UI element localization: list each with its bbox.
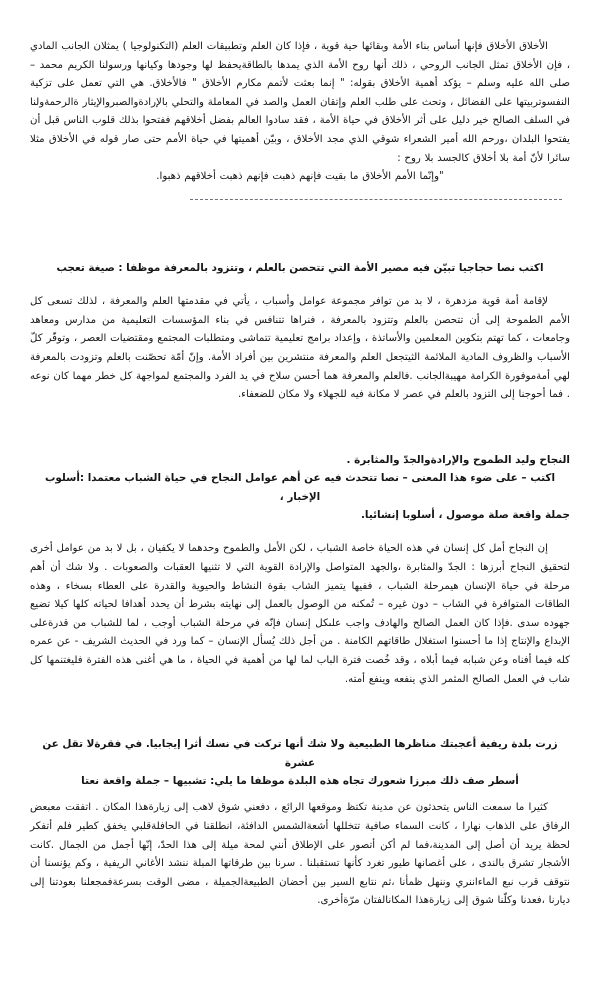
topic-three-heading-line-2: أسطر صف ذلك مبرزا شعورك تجاه هذه البلدة موظفا ما يلي: تشبيها – جملة واقعة نعتا — [81, 774, 519, 787]
intro-quote: "وإنّما الأمم الأخلاق ما بقيت فإنهم ذهبت فإنهم ذهبت أخلاقهم ذهبوا. — [156, 171, 444, 183]
spacer — [30, 790, 570, 799]
section-divider — [30, 187, 570, 213]
topic-three-heading-line-1: زرت بلدة ريفية أعجبتك مناظرها الطبيعية ولا شك أنها تركت في نسك أثرا إيجابيا. في فقرةلا تقل عن عشرة — [42, 738, 558, 769]
topic-two-heading-line-1: النجاح وليد الطموح والإرادةوالجدّ والمثابرة . — [346, 453, 570, 466]
topic-two-heading-line-3: جملة واقعة صلة موصول ، أسلوبا إنشائيا. — [360, 508, 570, 521]
spacer — [30, 524, 570, 540]
spacer — [30, 213, 570, 259]
spacer — [30, 405, 570, 451]
topic-two-heading-line-2: اكتب – على ضوء هذا المعنى – نصا تتحدث فيه عن أهم عوامل النجاح في حياة الشباب معتمدا :أسلوب الإخبار ، — [44, 472, 556, 503]
topic-two-body: إن النجاح أمل كل إنسان في هذه الحياة خاصة الشباب ، لكن الأمل والطموح وحدهما لا يكفيان ، بل لا بد من عوامل أخرى لتحقيق النجاح أبرزها : الجدّ والمثابرة ،والجهد المتواصل والإرادة القوية التي لا تثنيها العقبات والصعوبات . ولا شك أن أهم مرحلة في حياة الإنسان هيمرحلة الشباب ، ففيها يتميز الشاب بقوة النشاط والحيوية والقدرة على العطاء بسخاء ، وهذه الطاقات المتوافرة في الشاب – دون غيره – تُمكنه من الوصول بالعمل إلى نهايته بشرط أن يحدد أهدافا لحياته كلها كيلا تضيع جهوده سدى .فإذا كان العمل الصالح والهادف واجب علىكل إنسان فإنّه في مرحلة الشباب أوجب ، لما للشباب من قدرةعلى الإبداع والإنتاج إذا ما أحسنوا استغلال طاقاتهم الكامنة . من أجل ذلك يُسأل الإنسان – كما ورد في الحديث الشريف - عن عمره كله فيما أفناه وعن شبابه فيما أبلاه ، وقد خُصت فترة الباب لما لها من أهمية في الحياة ، ما هي أغنى هذه الفترة فليغتنمها كل شاب في العمل الصالح المثمر الذي ينفعه وينفع أمته. — [30, 543, 570, 685]
topic-one-heading: اكتب نصا حجاجيا تبيّن فيه مصير الأمة التي تتحصن بالعلم ، وتتزود بالمعرفة موظفا : صيغة تعجب — [56, 261, 544, 274]
intro-paragraph: الأخلاق الأخلاق فإنها أساس بناء الأمة وبقائها حية قوية ، فإذا كان العلم وتطبيقات العلم (التكنولوجيا ) يمثلان الجانب المادي ، فإن الأخلاق تمثل الجانب الروحي ، ذلك أنها روح الأمة الذي يمدها بالطاقةيحفظ لها وجودها وكيانها ورسولنا الكريم محمد – صلى الله عليه وسلم – يؤكد أهمية الأخلاق بقوله: " إنما بعثت لأتمم مكارم الأخلاق " فالأخلاق. هي التي تعمل على تزكية النفسوتربيتها على الفضائل ، وتحث على طلب العلم وإتقان العمل والصد في المعاملة والتحلي بالإرادةوالصبروالإيثار ةالرحمةولنا في السلف الصالح خير دليل على أثر الأخلاق في حياة الأمة ، فقد سادوا العالم بفضل أخلاقهم ففتحوا بذلك قلوب الناس قبل أن يفتحوا البلدان ،ورحم الله أمير الشعراء شوقي الذي مجد الأخلاق ، وبيّن أهميتها في حياة الأمم حتى صار قوله في الأخلاق مثلا سائرا لأنّ أمة بلا أخلاق كالجسد بلا روح : — [30, 41, 570, 164]
spacer — [30, 277, 570, 293]
dashed-rule — [190, 199, 562, 200]
topic-three-body: كثيرا ما سمعت الناس يتحدثون عن مدينة تكتظ وموقعها الرائع ، دفعني شوق لاهب إلى زيارةهذا المكان . اتفقت معبعض الرفاق على الذهاب نهارا ، كانت السماء صافية تتخللها أشعةالشمس الدافئة، انطلقنا في الحافلةقلبي يخفق كطير فلم أتفكر لحظة يريد أن أصل إلى المدينة،فما لم أكن أتصور على الإطلاق أنني لمحة ميلة إلى هذا الحدّ، إنّها أجمل من الجمال .كانت الأشجار تشرق بالندى ، على أغصانها طيور تغرد كأنها تستقبلنا . سرنا بين طرقاتها المبلة ننشد الأغاني الريفية ، وكم يؤنسنا أن نتوقف قرب نبع الماءاننري وننهل ظمأنا ،ثم نتابع السير بين أحضان الطبيعةالجميلة ، مضى الوقت بسرعةفمجعلنا بعودتنا إلى ديارنا ،فعدنا وكلّنا شوق إلى زيارةهذا المكانالفتان مرّةأخرى. — [30, 802, 570, 907]
topic-one-body: لإقامة أمة قوية مزدهرة ، لا بد من توافر مجموعة عوامل وأسباب ، يأتي في مقدمتها العلم والمعرفة ، لذلك تسعى كل الأمم الطموحة إلى أن تتحصن بالعلم وتتزود بالمعرفة ، فنراها تتنافس في بناء المؤسسات التعليمية من مدارس ومعاهد وجامعات ، كما تهتم بتكوين المعلمين والأساتذة ، وإعداد برامج تعليمية تتماشى ومتطلبات المجتمع ومقتضيات العصر ، وتوفّر كلّ الأسباب والظروف المادية الملائمة الثيتجعل العلم والمعرفة منتشرين بين أفراد الأمة. وإنّ أمّة تحصّنت بالعلم وتزودت بالمعرفة لهي أمةموفورة الكرامة مهيبةالجانب .فالعلم والمعرفة هما أحسن سلاح في يد الفرد والمجتمع لمواجهة كل خطر مهما كان نوعه . فما أحوجنا إلى التزود بالعلم في عصر لا مكانة فيه للجهلاء ولا مكان للضعفاء. — [30, 296, 570, 401]
spacer — [30, 689, 570, 735]
